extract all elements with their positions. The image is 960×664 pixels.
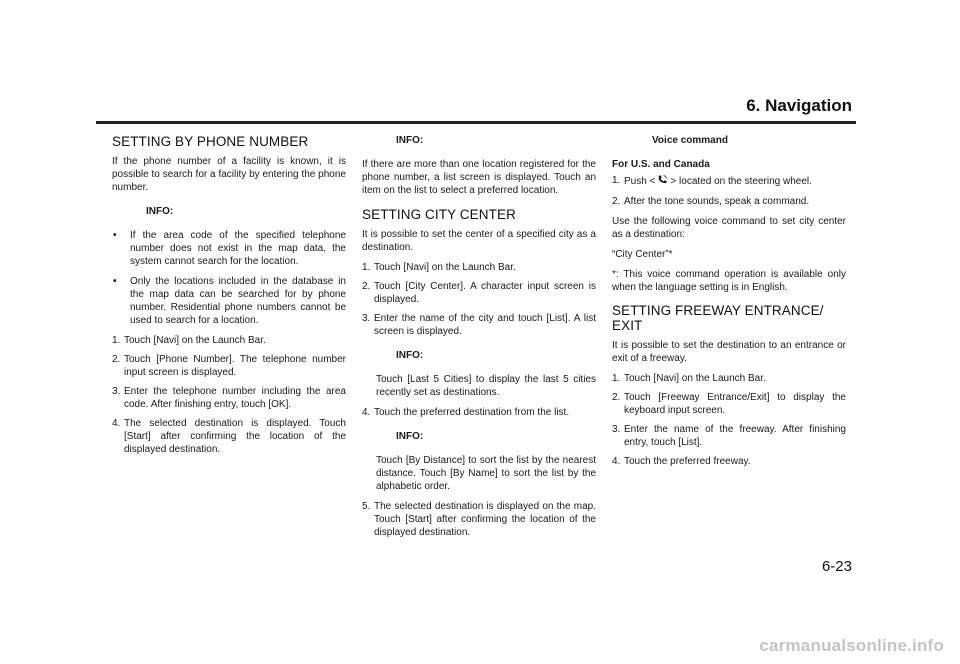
city-intro: It is possible to set the center of a specified city as a destination. xyxy=(362,229,596,253)
page-number: 6-23 xyxy=(821,558,852,575)
info-label: INFO: xyxy=(146,206,174,217)
page-section-title: 6. Navigation xyxy=(746,96,852,115)
step-item xyxy=(362,280,596,306)
section-heading-freeway: SETTING FREEWAY ENTRANCE/ EXIT xyxy=(612,303,824,333)
step-item xyxy=(612,423,846,449)
bullet-icon: • xyxy=(113,230,117,241)
step-text: Touch the preferred freeway. xyxy=(624,456,751,467)
step-number: 1. xyxy=(362,262,371,273)
step-number: 4. xyxy=(612,456,621,467)
step-number: 4. xyxy=(362,407,371,418)
city-steps xyxy=(362,261,596,338)
list-item xyxy=(112,229,346,268)
step-item xyxy=(612,195,846,208)
column-left xyxy=(112,134,346,463)
step-number: 3. xyxy=(112,386,121,397)
step-text: The selected destination is displayed on the map. Touch [Start] after confirming the location of the displayed destination. xyxy=(374,501,596,538)
step-text: The selected destination is displayed. Touch [Start] after confirming the location of the displayed destination. xyxy=(124,418,346,455)
step-item xyxy=(362,261,596,274)
footnote: *: This voice command operation is available only when the language setting is in English. xyxy=(612,269,846,293)
step-text: Touch [City Center]. A character input screen is displayed. xyxy=(374,281,596,305)
step-text: Enter the name of the city and touch [List]. A list screen is displayed. xyxy=(374,313,596,337)
info-text: If there are more than one location registered for the phone number, a list screen is displayed. Touch an item on the list to select a preferred location. xyxy=(362,159,596,196)
step-number: 2. xyxy=(612,196,621,207)
watermark: carmanualsonline.info xyxy=(759,636,944,655)
step-item xyxy=(612,174,846,189)
voice-command-label: Voice command xyxy=(652,135,728,146)
step-number: 2. xyxy=(612,392,621,403)
column-middle xyxy=(362,134,596,546)
freeway-steps xyxy=(612,372,846,468)
step-text: Touch [Navi] on the Launch Bar. xyxy=(374,262,516,273)
step-number: 1. xyxy=(612,175,621,186)
voice-command-text: “City Center”* xyxy=(612,249,673,260)
freeway-intro: It is possible to set the destination to an entrance or exit of a freeway. xyxy=(612,340,846,364)
step-number: 1. xyxy=(612,373,621,384)
section-heading-city-center: SETTING CITY CENTER xyxy=(362,207,516,222)
bullet-icon: • xyxy=(113,276,117,287)
region-label: For U.S. and Canada xyxy=(612,159,710,170)
step-number: 4. xyxy=(112,418,121,429)
list-item xyxy=(112,275,346,327)
step-item xyxy=(362,312,596,338)
step-text: Touch the preferred destination from the list. xyxy=(374,407,570,418)
step-item xyxy=(112,353,346,379)
phone-steps xyxy=(112,334,346,456)
info-text: Touch [Last 5 Cities] to display the last 5 cities recently set as destinations. xyxy=(376,374,596,398)
bullet-text: Only the locations included in the database in the map data can be searched for by phone number. Residential phone numbers cannot be used to search for a location. xyxy=(130,276,346,326)
step-number: 1. xyxy=(112,335,121,346)
step-number: 3. xyxy=(362,313,371,324)
step-text: Touch [Navi] on the Launch Bar. xyxy=(124,335,266,346)
step-number: 2. xyxy=(362,281,371,292)
step-item xyxy=(612,372,846,385)
step-number: 2. xyxy=(112,354,121,365)
step-item xyxy=(112,385,346,411)
city-steps-end xyxy=(362,500,596,539)
phone-intro: If the phone number of a facility is known, it is possible to search for a facility by entering the phone number. xyxy=(112,156,346,193)
info-label: INFO: xyxy=(396,350,424,361)
step-item xyxy=(362,406,596,419)
step-item xyxy=(112,334,346,347)
header-rule xyxy=(96,121,856,124)
voice-intro: Use the following voice command to set city center as a destination: xyxy=(612,216,846,240)
info-text: Touch [By Distance] to sort the list by the nearest distance. Touch [By Name] to sort the list by the alphabetic order. xyxy=(376,455,596,492)
step-number: 3. xyxy=(612,424,621,435)
column-right xyxy=(612,134,846,475)
step-text-before: Push < xyxy=(624,176,656,187)
step-text: Enter the name of the freeway. After finishing entry, touch [List]. xyxy=(624,424,846,448)
step-number: 5. xyxy=(362,501,371,512)
voice-steps xyxy=(612,174,846,208)
step-item xyxy=(612,391,846,417)
step-text: Enter the telephone number including the area code. After finishing entry, touch [OK]. xyxy=(124,386,346,410)
info-label: INFO: xyxy=(396,431,424,442)
bullet-text: If the area code of the specified telephone number does not exist in the map data, the system cannot search for the location. xyxy=(130,230,346,267)
section-heading-phone-number: SETTING BY PHONE NUMBER xyxy=(112,134,309,149)
step-item xyxy=(362,500,596,539)
talk-phone-icon xyxy=(657,174,668,189)
step-text: Touch [Freeway Entrance/Exit] to display the keyboard input screen. xyxy=(624,392,846,416)
city-steps-cont xyxy=(362,406,596,419)
step-text: After the tone sounds, speak a command. xyxy=(624,196,810,207)
step-text-after: > located on the steering wheel. xyxy=(670,176,812,187)
step-text: Touch [Navi] on the Launch Bar. xyxy=(624,373,766,384)
step-text: Touch [Phone Number]. The telephone number input screen is displayed. xyxy=(124,354,346,378)
step-item xyxy=(612,455,846,468)
info-label: INFO: xyxy=(396,135,424,146)
step-item xyxy=(112,417,346,456)
